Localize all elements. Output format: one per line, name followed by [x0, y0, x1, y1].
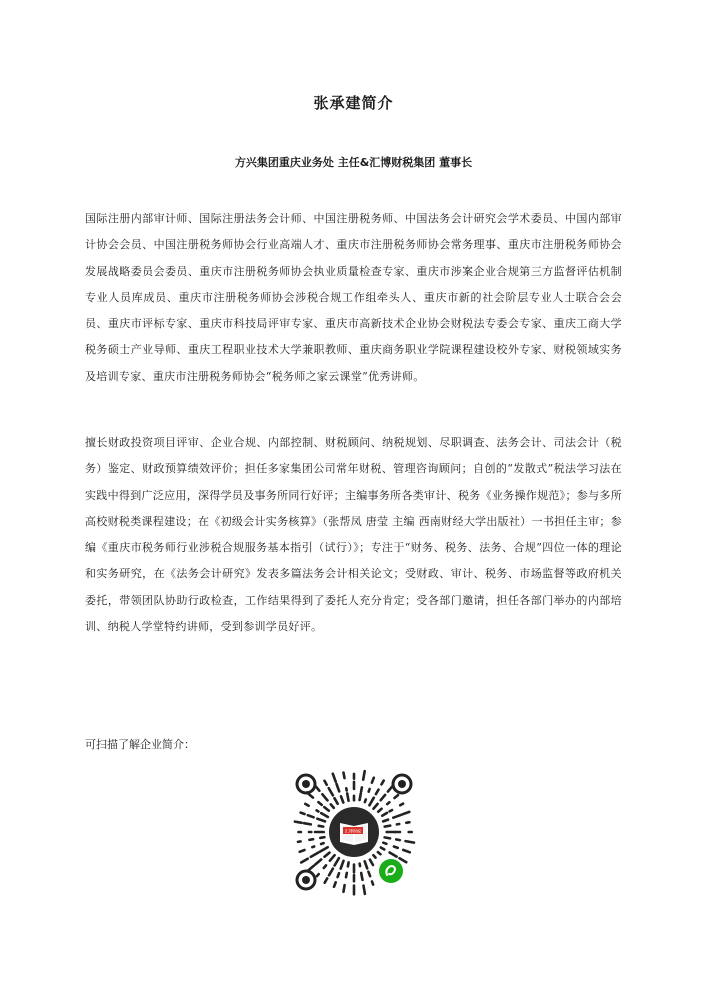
qr-ray [312, 847, 314, 848]
qr-ray [400, 804, 403, 806]
qr-finder-dot [302, 876, 310, 884]
qr-ray [338, 873, 339, 877]
qr-ray [381, 848, 385, 850]
qr-ray [395, 795, 399, 798]
qr-ray [394, 847, 398, 848]
qr-ray [324, 865, 326, 868]
qr-ray [322, 794, 327, 800]
qr-ray [406, 822, 409, 823]
qr-ray [325, 878, 328, 882]
qr-ray [335, 858, 339, 865]
qr-ray [308, 815, 314, 817]
qr-ray [337, 784, 340, 792]
qr-ray [317, 819, 325, 822]
qr-ray [341, 861, 344, 869]
qr-ray [390, 853, 397, 857]
qr-ray [301, 859, 308, 863]
qr-ray [321, 813, 328, 817]
qr-ray [315, 860, 321, 865]
qr-ray [364, 886, 365, 894]
qr-ray [305, 804, 308, 806]
qr-ray [316, 787, 319, 791]
qr-ray [360, 793, 361, 800]
center-logo-text: 汇博财税 [345, 828, 361, 834]
qr-ray [383, 843, 386, 844]
qr-ray [321, 843, 324, 844]
qr-ray [318, 802, 321, 805]
qr-ray [308, 866, 314, 871]
qr-ray [381, 795, 385, 800]
qr-finder-dot [302, 780, 310, 788]
qr-ray [311, 853, 319, 857]
qr-ray [390, 810, 392, 811]
qr-ray [393, 815, 401, 818]
qr-ray [331, 804, 334, 808]
qr-ray [385, 826, 391, 827]
qr-ray [369, 798, 373, 806]
qr-ray [365, 861, 368, 868]
qr-ray [295, 822, 302, 823]
qr-ray [319, 826, 324, 827]
qr-ray [298, 841, 301, 842]
qr-ray [403, 850, 410, 852]
qr-ray [334, 882, 336, 886]
qr-ray [344, 885, 345, 892]
qr-ray [329, 869, 333, 876]
qr-ray [333, 774, 336, 782]
qr-ray [396, 839, 400, 840]
qr-ray [346, 873, 347, 877]
qr-ray [400, 858, 407, 862]
qr-finder-dot [398, 780, 406, 788]
qr-ray [317, 810, 319, 811]
qr-ray [378, 852, 381, 854]
mini-program-code-icon[interactable] [288, 766, 420, 898]
qr-ray [383, 820, 388, 822]
qr-ray [325, 853, 330, 857]
qr-ray [376, 790, 379, 795]
qr-ray [361, 873, 362, 880]
qr-ray [378, 809, 381, 812]
qr-ray [382, 781, 384, 785]
qr-ray [368, 872, 370, 876]
qr-ray [317, 874, 319, 876]
qr-ray [369, 789, 370, 792]
qr-ray [320, 847, 328, 851]
qr-ray [320, 837, 324, 838]
qr-ray [372, 778, 374, 783]
page-title: 张承建简介 [313, 94, 394, 112]
qr-ray [309, 839, 313, 840]
qr-ray [330, 855, 335, 861]
page-subtitle: 方兴集团重庆业务处 主任&汇博财税集团 董事长 [234, 156, 473, 169]
qr-ray [363, 771, 365, 780]
qr-ray [382, 813, 387, 816]
qr-ray [406, 841, 414, 843]
qr-ray [370, 860, 373, 865]
qr-ray [324, 807, 329, 811]
qr-ray [301, 813, 305, 814]
qr-ray [385, 837, 391, 838]
qr-ray [373, 855, 375, 857]
qr-ray [341, 796, 343, 802]
qr-ray [329, 788, 333, 795]
qr-ray [347, 793, 348, 800]
qr-ray [372, 882, 373, 885]
qr-ray [387, 802, 389, 804]
qr-ray [344, 773, 345, 779]
qr-ray [361, 787, 362, 791]
qr-ray [325, 781, 327, 785]
wechat-mini-program-icon [379, 859, 403, 883]
bio-paragraph-expertise: 擅长财政投资项目评审、企业合规、内部控制、财税顾问、纳税规划、尽职调查、法务会计、司法会计（税务）鉴定、财政预算绩效评价；担任多家集团公司常年财税、管理咨询顾问；自创的“发散式”税法学习法在实践中得到广泛应用，深得学员及事务所同行好评；主编事务所各类审计、税务《业务操作规范》；参与多所高校财税类课程建设；在《初级会计实务核算》（张帮凤 唐莹 主编 西南财经大学出版社）一书担任主审；参编《重庆市税务师行业涉税合规服务基本指引（试行）》；专注于“财务、税务、法务、合规”四位一体的理论和实务研究，在《法务会计研究》发表多篇法务会计相关论文；受财政、审计、税务、市场监督等政府机关委托，带领团队协助行政检查，工作结果得到了委托人充分肯定；受各部门邀请，担任各部门举办的内部培训、纳税人学堂特约讲师，受到参训学员好评。 [85, 436, 622, 634]
book-logo-icon [340, 823, 368, 845]
qr-ray [374, 804, 378, 809]
qr-ray [335, 798, 338, 804]
scan-instruction: 可扫描了解企业简介： [85, 738, 195, 751]
qr-ray [304, 823, 311, 824]
bio-paragraph-credentials: 国际注册内部审计师、国际注册法务会计师、中国注册税务师、中国法务会计研究会学术委员、中国内部审计协会会员、中国注册税务师协会行业高端人才、重庆市注册税务师协会常务理事、重庆市注册税务师协会发展战略委员会委员、重庆市注册税务师协会执业质量检查专家、重庆市涉案企业合规第三方监督评估机制专业人员库成员、重庆市注册税务师协会涉税合规工作组牵头人、重庆市新的社会阶层专业人士联合会会员、重庆市评标专家、重庆市科技局评审专家、重庆市高新技术企业协会财税法专委会专家、重庆工商大学税务硕士产业导师、重庆工程职业技术大学兼职教师、重庆商务职业学院课程建设校外专家、财税领域实务及培训专家、重庆市注册税务师协会“税务师之家云课堂”优秀讲师。 [85, 212, 622, 383]
qr-ray [348, 862, 349, 866]
qr-ray [403, 812, 409, 814]
qr-ray [365, 800, 366, 803]
qr-ray [300, 850, 305, 852]
